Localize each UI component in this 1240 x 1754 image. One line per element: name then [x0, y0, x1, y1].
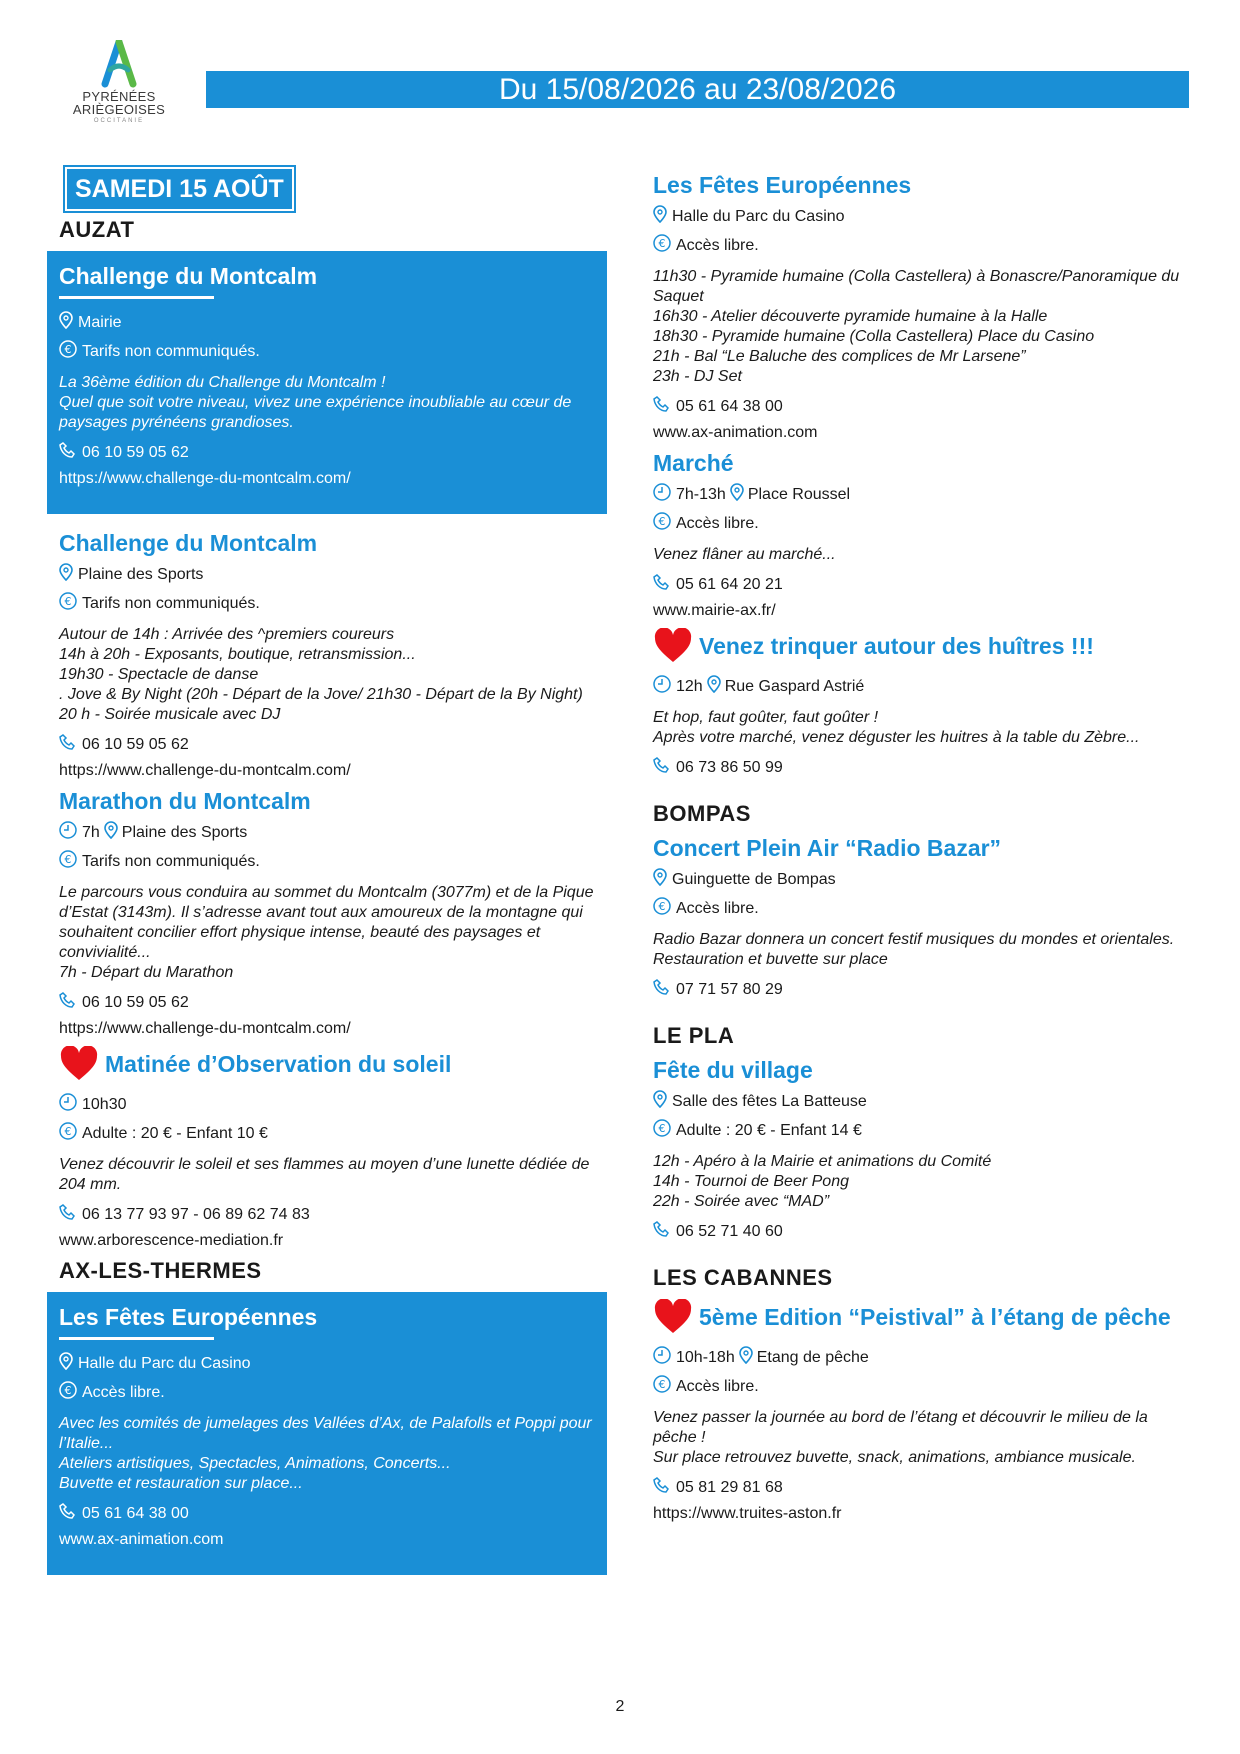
event-phone — [59, 441, 595, 464]
phone-text[interactable]: 06 10 59 05 62 — [82, 735, 189, 753]
event-url[interactable]: https://www.challenge-du-montcalm.com/ — [59, 762, 351, 779]
event-price — [59, 1381, 595, 1404]
logo-mark-icon — [99, 40, 139, 90]
svg-text:€: € — [64, 595, 72, 608]
event-description: Venez découvrir le soleil et ses flammes au moyen d’une lunette dédiée de 204 mm. — [59, 1156, 590, 1193]
event-price — [59, 592, 595, 615]
event-title: Matinée d’Observation du soleil — [105, 1051, 452, 1077]
time-text: 7h-13h — [676, 485, 726, 503]
event-description: Et hop, faut goûter, faut goûter ! Après votre marché, venez déguster les huitres à la table du Zèbre... — [653, 709, 1140, 746]
logo-line-2: ARIÈGEOISES — [72, 102, 166, 117]
time-text: 10h-18h — [676, 1348, 735, 1366]
clock-icon — [653, 675, 671, 698]
event-title: Venez trinquer autour des huîtres !!! — [699, 633, 1094, 659]
right-column — [653, 172, 1193, 1531]
event-description: Le parcours vous conduira au sommet du Montcalm (3077m) et de la Pique d’Estat (3143m). Il s’adresse avant tout aux amoureux de la montagne qui souhaitent concilier effort physique intense, beauté des paysages et convivialité... 7h - Départ du Marathon — [59, 884, 594, 981]
location-text: Plaine des Sports — [121, 823, 248, 841]
event-description: Venez passer la journée au bord de l’étang et découvrir le milieu de la pêche ! Sur place retrouvez buvette, snack, animations, ambiance musicale. — [653, 1409, 1148, 1466]
phone-icon — [59, 991, 77, 1014]
location-text: Rue Gaspard Astrié — [724, 677, 865, 695]
location-pin-icon — [104, 821, 118, 844]
phone-text[interactable]: 05 61 64 38 00 — [676, 397, 783, 415]
price-text: Accès libre. — [82, 1383, 165, 1401]
event-phone — [653, 1220, 1193, 1243]
phone-text[interactable]: 06 10 59 05 62 — [82, 993, 189, 1011]
event-url[interactable]: https://www.challenge-du-montcalm.com/ — [59, 1020, 351, 1037]
phone-icon — [653, 395, 671, 418]
location-pin-icon — [730, 483, 744, 506]
euro-icon — [59, 850, 77, 873]
euro-icon — [59, 1122, 77, 1145]
event-url[interactable]: https://www.challenge-du-montcalm.com/ — [59, 470, 351, 487]
event-location — [59, 311, 595, 334]
location-text: Halle du Parc du Casino — [672, 207, 845, 225]
page-number: 2 — [615, 1698, 625, 1715]
location-pin-icon — [739, 1346, 753, 1369]
heart-icon — [653, 1299, 693, 1340]
event-title: Les Fêtes Européennes — [653, 172, 912, 198]
event-price — [653, 1375, 1193, 1398]
location-pin-icon — [59, 563, 73, 586]
event-location — [653, 868, 1193, 891]
event-time-location — [653, 1346, 1193, 1369]
event-price — [653, 897, 1193, 920]
event-time-location — [653, 675, 1193, 698]
svg-text:€: € — [64, 343, 72, 356]
event-url[interactable]: www.ax-animation.com — [653, 424, 818, 441]
location-text: Halle du Parc du Casino — [78, 1354, 251, 1372]
event-title: 5ème Edition “Peistival” à l’étang de pêche — [699, 1304, 1171, 1330]
location-text: Plaine des Sports — [78, 565, 204, 583]
date-range-banner: Du 15/08/2026 au 23/08/2026 — [206, 71, 1189, 108]
svg-text:€: € — [658, 237, 666, 250]
event-phone — [653, 395, 1193, 418]
phone-text[interactable]: 06 73 86 50 99 — [676, 758, 783, 776]
event-price — [653, 1119, 1193, 1142]
town-heading-ax-les-thermes: AX-LES-THERMES — [59, 1258, 262, 1283]
event-title: Fête du village — [653, 1057, 813, 1083]
location-text: Place Roussel — [747, 485, 851, 503]
location-pin-icon — [653, 205, 667, 228]
svg-text:€: € — [658, 1378, 666, 1391]
event-description: Autour de 14h : Arrivée des ^premiers coureurs 14h à 20h - Exposants, boutique, retransmission... 19h30 - Spectacle de danse . Jove & By Night (20h - Départ de la Jove/ 21h30 - Départ de la By Night) 20 h - Soirée musicale avec DJ — [59, 626, 583, 723]
event-card — [653, 172, 1193, 442]
event-title: Challenge du Montcalm — [59, 530, 318, 556]
svg-text:€: € — [658, 515, 666, 528]
price-text: Tarifs non communiqués. — [82, 342, 260, 360]
event-card — [47, 1046, 607, 1250]
location-text: Guinguette de Bompas — [672, 870, 836, 888]
event-phone — [59, 733, 595, 756]
phone-icon — [653, 1476, 671, 1499]
event-card — [653, 835, 1193, 1001]
euro-icon — [59, 1381, 77, 1404]
price-text: Tarifs non communiqués. — [82, 852, 260, 870]
time-text: 7h — [82, 823, 100, 841]
event-title: Marché — [653, 450, 734, 476]
event-title-row — [653, 628, 1193, 669]
logo — [70, 40, 168, 140]
town-heading-le-pla: LE PLA — [653, 1023, 735, 1048]
event-price — [59, 850, 595, 873]
event-phone — [653, 978, 1193, 1001]
heart-icon — [59, 1046, 99, 1087]
phone-text[interactable]: 05 61 64 38 00 — [82, 1504, 189, 1522]
clock-icon — [653, 483, 671, 506]
location-pin-icon — [59, 311, 73, 334]
event-title-row — [59, 1046, 595, 1087]
phone-icon — [653, 978, 671, 1001]
price-text: Accès libre. — [676, 236, 759, 254]
event-card-highlight — [47, 1292, 607, 1575]
euro-icon — [653, 512, 671, 535]
event-title: Les Fêtes Européennes — [59, 1304, 318, 1330]
phone-icon — [59, 441, 77, 464]
event-card — [47, 788, 607, 1038]
event-description: Venez flâner au marché... — [653, 546, 836, 563]
event-phone — [653, 573, 1193, 596]
time-text: 12h — [676, 677, 703, 695]
event-url[interactable]: www.mairie-ax.fr/ — [653, 602, 776, 619]
event-title: Concert Plein Air “Radio Bazar” — [653, 835, 1002, 861]
event-phone — [59, 1203, 595, 1226]
event-phone — [653, 756, 1193, 779]
phone-icon — [653, 573, 671, 596]
clock-icon — [653, 1346, 671, 1369]
event-location — [59, 1352, 595, 1375]
event-location — [653, 1090, 1193, 1113]
event-description: Avec les comités de jumelages des Vallées d’Ax, de Palafolls et Poppi pour l’Italie... Ateliers artistiques, Spectacles, Animations, Concerts... Buvette et restauration sur place... — [59, 1415, 592, 1492]
event-price — [59, 1122, 595, 1145]
clock-icon — [59, 1093, 77, 1116]
event-description: 12h - Apéro à la Mairie et animations du Comité 14h - Tournoi de Beer Pong 22h - Soirée avec “MAD” — [653, 1153, 992, 1210]
phone-icon — [59, 1203, 77, 1226]
svg-text:€: € — [658, 900, 666, 913]
title-underline — [59, 296, 214, 299]
event-price — [653, 512, 1193, 535]
event-card — [653, 628, 1193, 779]
event-card — [47, 530, 607, 780]
event-location — [59, 563, 595, 586]
price-text: Adulte : 20 € - Enfant 14 € — [676, 1121, 862, 1139]
event-price — [59, 340, 595, 363]
event-phone — [59, 991, 595, 1014]
phone-text[interactable]: 05 61 64 20 21 — [676, 575, 783, 593]
day-heading: SAMEDI 15 AOÛT — [65, 167, 294, 211]
location-pin-icon — [59, 1352, 73, 1375]
event-url[interactable]: www.ax-animation.com — [59, 1531, 224, 1548]
heart-icon — [653, 628, 693, 669]
euro-icon — [59, 592, 77, 615]
price-text: Accès libre. — [676, 1377, 759, 1395]
location-pin-icon — [653, 1090, 667, 1113]
event-title: Marathon du Montcalm — [59, 788, 311, 814]
phone-icon — [59, 1502, 77, 1525]
event-url[interactable]: www.arborescence-mediation.fr — [59, 1232, 284, 1249]
town-heading-auzat: AUZAT — [59, 217, 135, 242]
location-text: Etang de pêche — [756, 1348, 869, 1366]
phone-text[interactable]: 06 13 77 93 97 - 06 89 62 74 83 — [82, 1205, 310, 1223]
event-card — [653, 1057, 1193, 1243]
event-url[interactable]: https://www.truites-aston.fr — [653, 1505, 842, 1522]
euro-icon — [59, 340, 77, 363]
logo-line-3: OCCITANIE — [93, 118, 145, 124]
location-text: Salle des fêtes La Batteuse — [672, 1092, 867, 1110]
town-heading-les-cabannes: LES CABANNES — [653, 1265, 833, 1290]
phone-icon — [59, 733, 77, 756]
phone-icon — [653, 756, 671, 779]
event-phone — [59, 1502, 595, 1525]
price-text: Adulte : 20 € - Enfant 10 € — [82, 1124, 268, 1142]
event-description: 11h30 - Pyramide humaine (Colla Castellera) à Bonascre/Panoramique du Saquet 16h30 - Atelier découverte pyramide humaine à la Halle 18h30 - Pyramide humaine (Colla Castellera) Place du Casino 21h - Bal “Le Baluche des complices de Mr Larsene” 23h - DJ Set — [653, 268, 1180, 385]
phone-icon — [653, 1220, 671, 1243]
event-time-location — [59, 821, 595, 844]
event-description: Radio Bazar donnera un concert festif musiques du mondes et orientales. Restauration et buvette sur place — [653, 931, 1175, 968]
phone-text[interactable]: 07 71 57 80 29 — [676, 980, 783, 998]
euro-icon — [653, 234, 671, 257]
euro-icon — [653, 897, 671, 920]
svg-text:€: € — [64, 1384, 72, 1397]
event-time-location — [653, 483, 1193, 506]
svg-text:€: € — [658, 1122, 666, 1135]
phone-text[interactable]: 06 10 59 05 62 — [82, 443, 189, 461]
event-card — [653, 450, 1193, 620]
logo-line-1: PYRÉNÉES — [82, 89, 156, 104]
time-text: 10h30 — [82, 1095, 127, 1113]
left-column — [47, 167, 607, 1591]
location-pin-icon — [653, 868, 667, 891]
price-text: Tarifs non communiqués. — [82, 594, 260, 612]
euro-icon — [653, 1375, 671, 1398]
euro-icon — [653, 1119, 671, 1142]
event-card-highlight — [47, 251, 607, 514]
event-time — [59, 1093, 595, 1116]
price-text: Accès libre. — [676, 899, 759, 917]
svg-text:€: € — [64, 853, 72, 866]
event-phone — [653, 1476, 1193, 1499]
clock-icon — [59, 821, 77, 844]
event-price — [653, 234, 1193, 257]
event-description: La 36ème édition du Challenge du Montcalm ! Quel que soit votre niveau, vivez une expérience inoubliable au cœur de paysages pyrénéens grandioses. — [59, 374, 572, 431]
phone-text[interactable]: 06 52 71 40 60 — [676, 1222, 783, 1240]
event-title: Challenge du Montcalm — [59, 263, 318, 289]
phone-text[interactable]: 05 81 29 81 68 — [676, 1478, 783, 1496]
svg-text:€: € — [64, 1125, 72, 1138]
location-text: Mairie — [78, 313, 122, 331]
title-underline — [59, 1337, 214, 1340]
event-title-row — [653, 1299, 1193, 1340]
event-location — [653, 205, 1193, 228]
location-pin-icon — [707, 675, 721, 698]
price-text: Accès libre. — [676, 514, 759, 532]
event-card — [653, 1299, 1193, 1523]
town-heading-bompas: BOMPAS — [653, 801, 751, 826]
